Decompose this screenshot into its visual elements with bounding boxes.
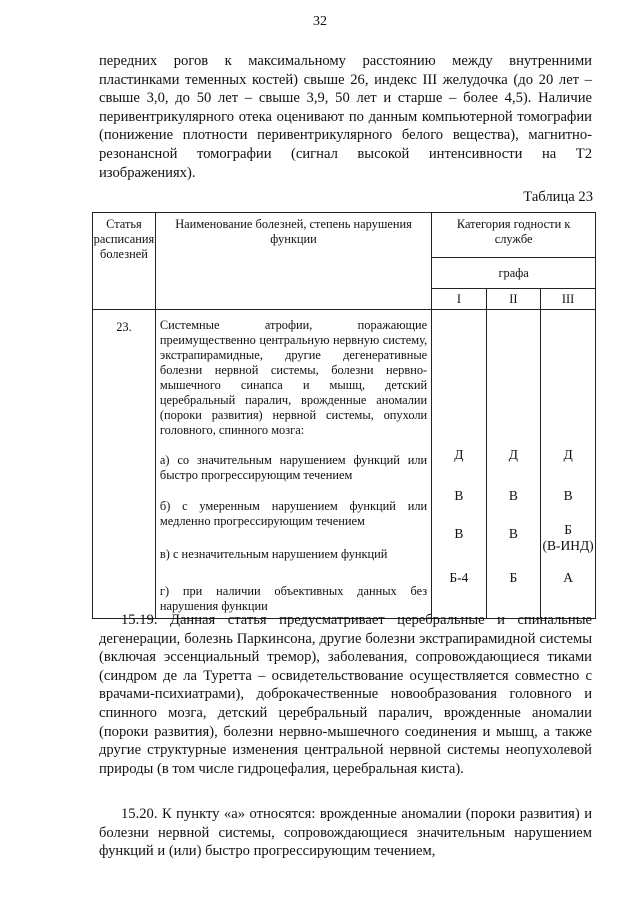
header-category: Категория годности к службе [432,213,596,258]
item-a-col3: Д [563,447,573,462]
article-number: 23. [93,310,156,619]
item-g-col3: А [563,570,573,585]
header-article: Статья расписания болезней [93,213,156,310]
table-row [93,310,596,619]
header-column-3: III [541,289,596,310]
item-g-col1: Б-4 [449,570,469,585]
category-column-3-cell [541,310,596,619]
category-column-2-cell [486,310,541,619]
item-v-text: в) с незначительным нарушением функций [159,547,388,561]
item-v-col3: Б [564,522,572,537]
intro-paragraph: передних рогов к максимальному расстоянию между внутренними пластинками теменных костей) свыше 26, индекс III желудочка (до 20 лет – свыше 3,0, до 50 лет – свыше 3,9, 50 лет и старше – более 4,5). Наличие перивентрикулярного отека оценивают по данным компьютерной томографии (понижение плотности перивентрикулярного белого вещества), магнитно-резонансной томографии (сигнал высокой интенсивности на Т2 изображениях). [99,53,592,181]
disease-description: Системные атрофии, поражающие преимущественно центральную нервную систему, экстрапирамидные, другие дегенеративные болезни нервной системы, болезни нервно-мышечного синапса и мышц, детский церебральный паралич, врожденные аномалии (пороки развития) нервной системы, опухоли головного, спинного мозга: [159,318,428,437]
item-g-text: г) при наличии объективных данных без нарушения функции [159,584,428,613]
item-v-col3-note: (В-ИНД) [542,538,594,553]
table-caption: Таблица 23 [523,189,593,205]
item-v-col1: В [454,526,464,541]
item-b-col2: В [508,488,518,503]
item-b-text: б) с умеренным нарушением функций или медленно прогрессирующим течением [159,499,428,528]
header-column-2: II [486,289,541,310]
page-number: 32 [313,14,327,29]
item-a-col1: Д [454,447,464,462]
item-g-col2: Б [509,570,518,585]
header-disease-name: Наименование болезней, степень нарушения функции [155,213,431,310]
header-column-1: I [432,289,486,310]
item-v-col2: В [508,526,518,541]
table-header-row [93,213,596,258]
fitness-category-table [92,212,596,619]
item-a-col2: Д [508,447,518,462]
paragraph-15-20: 15.20. К пункту «а» относятся: врожденные аномалии (пороки развития) и болезни нервной системы, сопровождающиеся значительным нарушением функций и (или) быстро прогрессирующим течением, [99,806,592,860]
header-grafa: графа [432,258,596,289]
item-b-col1: В [454,488,464,503]
disease-description-cell [155,310,431,619]
item-b-col3: В [563,488,573,503]
item-a-text: а) со значительным нарушением функций или быстро прогрессирующим течением [159,453,428,482]
category-column-1-cell [432,310,486,619]
paragraph-15-19: 15.19. Данная статья предусматривает церебральные и спинальные дегенерации, болезнь Паркинсона, другие болезни экстрапирамидной системы (включая эссенциальный тремор), заболевания, сопровождающиеся тиками (синдром де ла Туретта – освидетельствование осуществляется совместно с врачами-психиатрами), доброкачественные новообразования головного и спинного мозга, детский церебральный паралич, врожденные аномалии (пороки развития), болезни нервно-мышечного соединения и мышц, а также другие структурные изменения центральной нервной системы неопухолевой природы (в том числе гидроцефалия, церебральная киста). [99,612,592,777]
